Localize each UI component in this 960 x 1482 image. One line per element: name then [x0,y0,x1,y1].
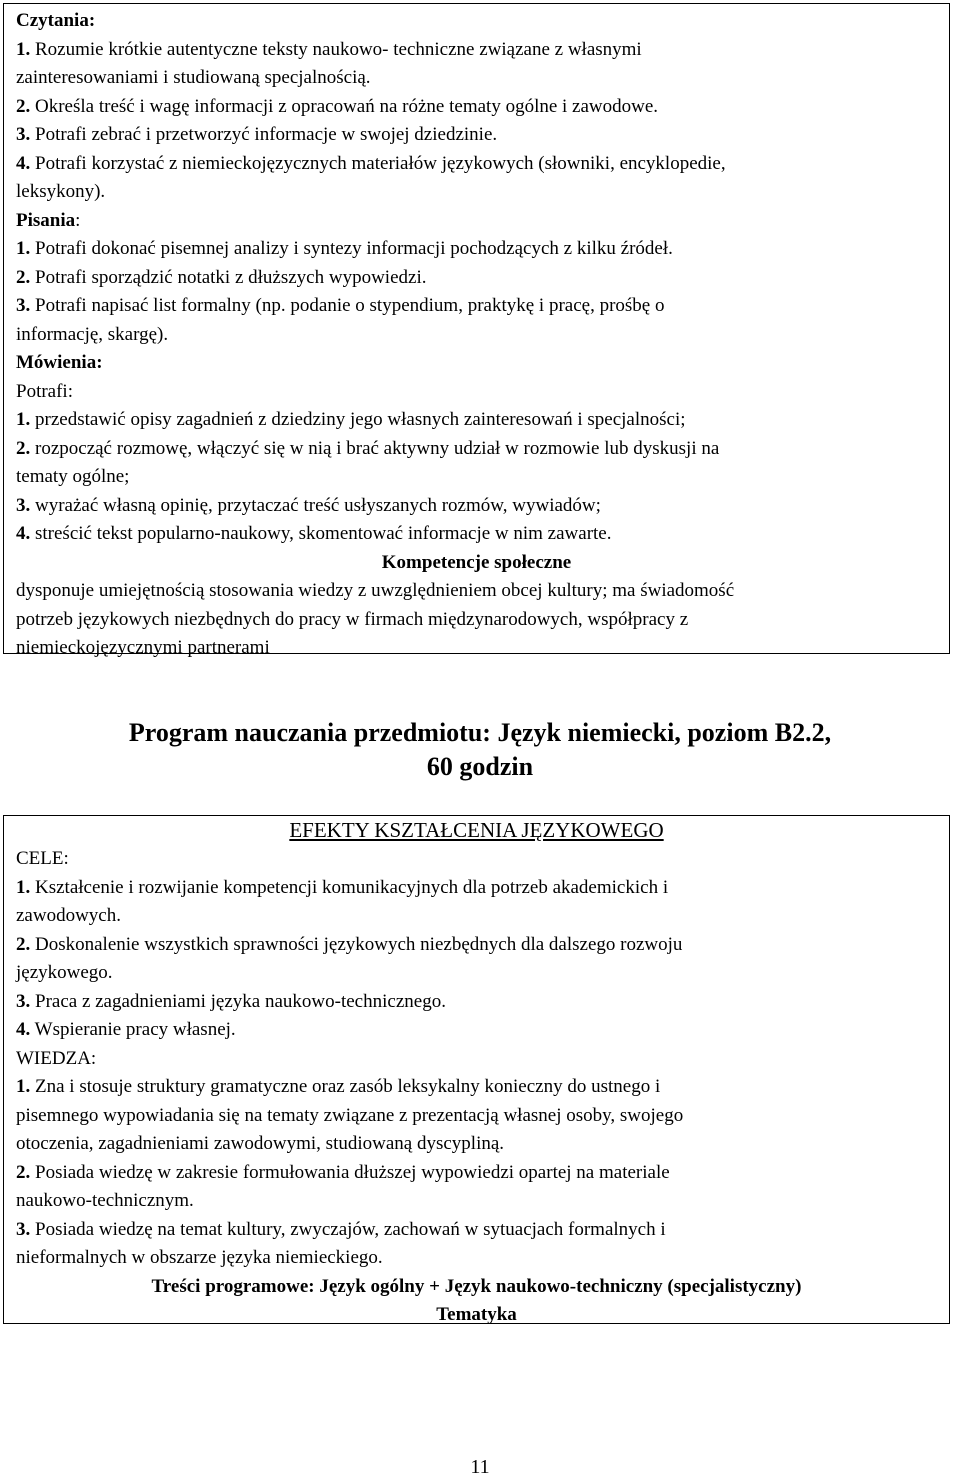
program-title-line: Program nauczania przedmiotu: Język niemiecki, poziom B2.2, [128,718,832,747]
list-item-line [16,1102,949,1131]
item-number: 3. [16,124,31,145]
text-line: dysponuje umiejętnością stosowania wiedzy z uwzględnieniem obcej kultury; ma świadomość [16,580,735,601]
list-item-line [16,931,949,960]
effects-heading: EFEKTY KSZTAŁCENIA JĘZYKOWEGO [289,818,664,842]
text-line: potrzeb językowych niezbędnych do pracy w firmach międzynarodowych, współpracy z [16,608,689,630]
item-text: leksykony). [16,181,106,202]
item-number: 4. [16,152,31,174]
item-number: 1. [16,238,31,259]
learning-outcomes-box [3,815,950,1324]
item-text: Potrafi korzystać z niemieckojęzycznych materiałów językowych (słowniki, encyklopedie, [35,152,726,174]
list-item-line [16,435,949,464]
item-number: 1. [16,1076,31,1097]
list-item-line [16,36,949,65]
item-number: 4. [16,523,31,544]
item-text: Potrafi zebrać i przetworzyć informacje w swojej dziedzinie. [35,124,498,145]
item-number: 3. [16,990,31,1012]
item-text: nieformalnych w obszarze języka niemieckiego. [16,1247,383,1268]
knowledge-heading: WIEDZA: [16,1047,97,1069]
item-text: przedstawić opisy zagadnień z dziedziny jego własnych zainteresowań i specjalności; [35,409,686,430]
item-text: tematy ogólne; [16,466,130,487]
program-content-heading: Treści programowe: Język ogólny + Język naukowo-techniczny (specjalistyczny) [151,1275,802,1297]
list-item-line [16,150,949,179]
list-item-line [16,988,949,1017]
item-text: Posiada wiedzę na temat kultury, zwyczajów, zachowań w sytuacjach formalnych i [35,1218,666,1240]
list-item-line [16,292,949,321]
list-item-line [16,235,949,264]
list-item-line [16,64,949,93]
list-item-line [16,1130,949,1159]
reading-list [16,36,949,207]
item-text: językowego. [16,962,113,983]
item-text: Kształcenie i rozwijanie kompetencji komunikacyjnych dla potrzeb akademickich i [35,876,669,898]
item-text: streścić tekst popularno-naukowy, skomentować informacje w nim zawarte. [35,523,612,544]
list-item-line [16,121,949,150]
list-item-line [16,874,949,903]
list-item-line [16,1216,949,1245]
item-number: 3. [16,494,31,516]
item-number: 2. [16,933,31,955]
goals-list [16,874,949,1045]
list-item-line [16,178,949,207]
item-number: 3. [16,295,31,316]
goals-heading: CELE: [16,848,69,869]
list-item-line [16,492,949,521]
list-item-line [16,406,949,435]
item-number: 1. [16,409,31,430]
item-number: 2. [16,266,31,288]
topics-heading: Tematyka [436,1304,517,1325]
item-text: zawodowych. [16,905,121,926]
list-item-line [16,93,949,122]
speaking-list [16,406,949,549]
item-text: Rozumie krótkie autentyczne teksty naukowo- techniczne związane z własnymi [35,38,642,60]
item-number: 1. [16,38,31,60]
item-text: zainteresowaniami i studiowaną specjalnością. [16,67,371,88]
list-item-line [16,321,949,350]
item-text: wyrażać własną opinię, przytaczać treść usłyszanych rozmów, wywiadów; [35,494,601,516]
list-item-line [16,1159,949,1188]
writing-heading: Pisania: [16,209,81,231]
item-text: naukowo-technicznym. [16,1190,194,1211]
item-number: 2. [16,437,31,459]
item-text: rozpocząć rozmowę, włączyć się w nią i brać aktywny udział w rozmowie lub dyskusji na [35,437,720,459]
text-line: niemieckojęzycznymi partnerami [16,637,270,658]
list-item-line [16,264,949,293]
item-number: 2. [16,1161,31,1183]
speaking-heading: Mówienia: [16,352,103,373]
item-text: otoczenia, zagadnieniami zawodowymi, studiowaną dyscypliną. [16,1133,505,1154]
item-text: Wspieranie pracy własnej. [34,1019,236,1040]
writing-list [16,235,949,349]
knowledge-list [16,1073,949,1273]
program-title [0,716,960,784]
item-number: 1. [16,876,31,898]
item-number: 3. [16,1218,31,1240]
reading-heading: Czytania: [16,10,96,31]
item-text: informację, skargę). [16,323,169,345]
item-text: Zna i stosuje struktury gramatyczne oraz zasób leksykalny konieczny do ustnego i [35,1076,661,1097]
list-item-line [16,1073,949,1102]
list-item-line [16,902,949,931]
item-number: 2. [16,95,31,117]
item-text: Doskonalenie wszystkich sprawności językowych niezbędnych dla dalszego rozwoju [35,933,683,955]
social-competences-heading: Kompetencje społeczne [381,551,572,573]
list-item-line [16,1244,949,1273]
item-text: Praca z zagadnieniami języka naukowo-technicznego. [35,990,446,1012]
item-number: 4. [16,1019,31,1040]
social-competences-text [16,577,949,663]
speaking-intro: Potrafi: [16,380,73,402]
item-text: Potrafi dokonać pisemnej analizy i syntezy informacji pochodzących z kilku źródeł. [35,238,673,259]
item-text: Posiada wiedzę w zakresie formułowania dłuższej wypowiedzi opartej na materiale [35,1161,670,1183]
item-text: Określa treść i wagę informacji z opracowań na różne tematy ogólne i zawodowe. [35,95,659,117]
list-item-line [16,959,949,988]
list-item-line [16,1016,949,1045]
item-text: Potrafi sporządzić notatki z dłuższych wypowiedzi. [35,266,427,288]
list-item-line [16,463,949,492]
program-title-line: 60 godzin [426,752,534,781]
list-item-line [16,520,949,549]
page-number: 11 [470,1456,490,1478]
item-text: Potrafi napisać list formalny (np. podanie o stypendium, praktykę i pracę, prośbę o [35,295,665,316]
item-text: pisemnego wypowiadania się na tematy związane z prezentacją własnej osoby, swojego [16,1104,684,1126]
competences-box [3,3,950,658]
list-item-line [16,1187,949,1216]
